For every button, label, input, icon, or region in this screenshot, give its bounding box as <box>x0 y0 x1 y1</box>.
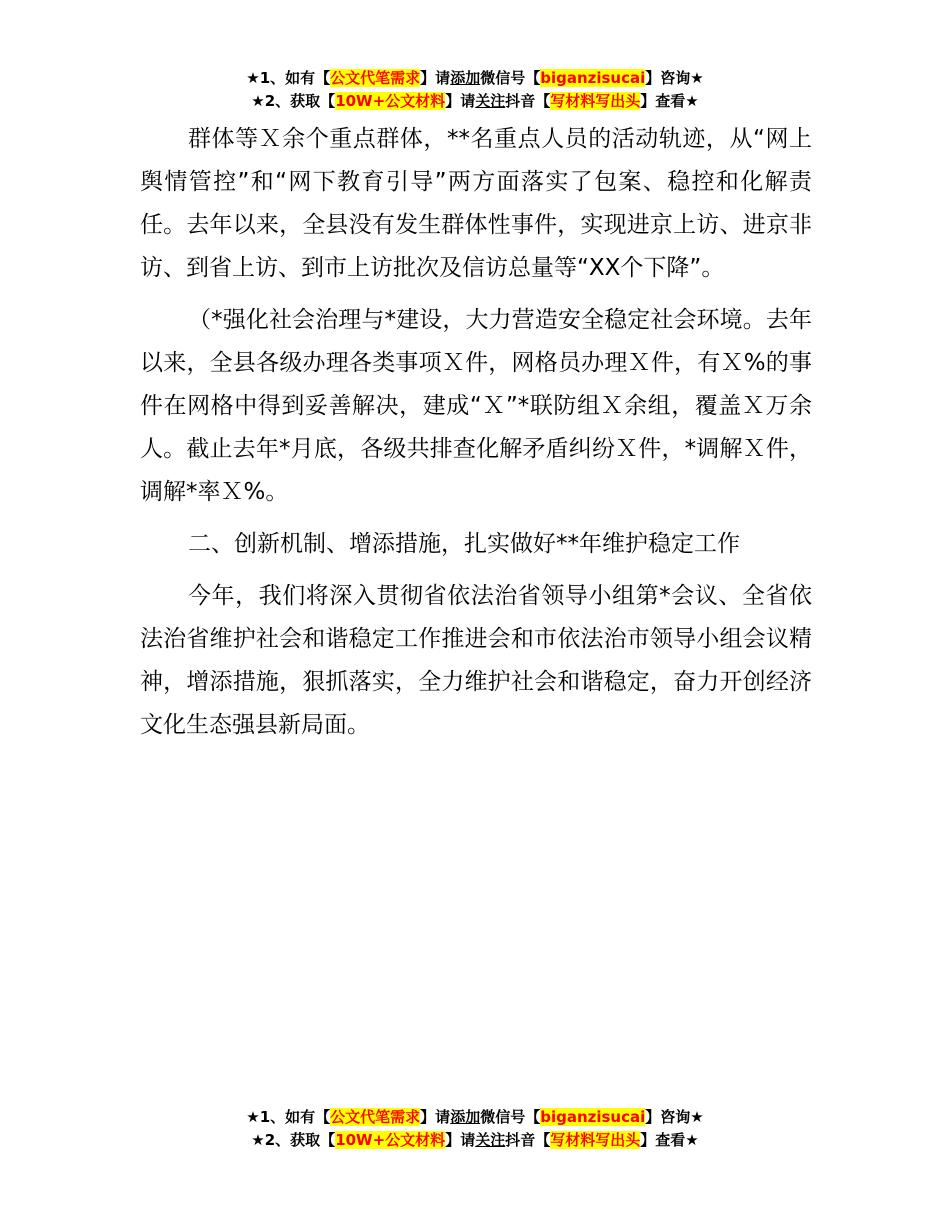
footer-banner <box>0 1106 950 1152</box>
banner-text: 】请 <box>420 1108 451 1126</box>
highlight-douyin-account: 写材料写出头 <box>550 1131 641 1149</box>
banner-line-2 <box>0 90 950 113</box>
underlined-add: 添加 <box>450 69 481 87</box>
banner-text: 抖音【 <box>505 92 551 110</box>
banner-text: ★2、获取【 <box>251 92 336 110</box>
banner-text: ★1、如有【 <box>246 69 331 87</box>
underlined-follow: 关注 <box>475 92 506 110</box>
underlined-add: 添加 <box>450 1108 481 1126</box>
banner-text: 】查看★ <box>640 92 699 110</box>
underlined-follow: 关注 <box>475 1131 506 1149</box>
header-banner <box>0 67 950 113</box>
document-body <box>140 118 812 747</box>
banner-text: 抖音【 <box>505 1131 551 1149</box>
banner-text: 】咨询★ <box>645 1108 704 1126</box>
banner-text: 】咨询★ <box>645 69 704 87</box>
section-heading: 二、创新机制、增添措施，扎实做好**年维护稳定工作 <box>188 531 740 557</box>
highlight-douyin-account: 写材料写出头 <box>550 92 641 110</box>
paragraph-1: 群体等Ｘ余个重点群体，**名重点人员的活动轨迹，从“网上舆情管控”和“网下教育引导”两方面落实了包案、稳控和化解责任。去年以来，全县没有发生群体性事件，实现进京上访、进京非访、到省上访、到市上访批次及信访总量等“XX个下降”。 <box>140 126 812 281</box>
highlight-materials: 10W+公文材料 <box>335 92 446 110</box>
highlight-materials: 10W+公文材料 <box>335 1131 446 1149</box>
banner-text: 微信号【 <box>480 69 541 87</box>
banner-text: 】请 <box>445 1131 476 1149</box>
banner-text: 】请 <box>420 69 451 87</box>
banner-line-1 <box>0 67 950 90</box>
highlight-wechat-id: biganzisucai <box>540 69 646 87</box>
highlight-ghostwriting: 公文代笔需求 <box>330 1108 421 1126</box>
banner-text: 】请 <box>445 92 476 110</box>
banner-line-1 <box>0 1106 950 1129</box>
paragraph-2: （*强化社会治理与*建设，大力营造安全稳定社会环境。去年以来，全县各级办理各类事项Ｘ件，网格员办理Ｘ件，有Ｘ%的事件在网格中得到妥善解决，建成“Ｘ”*联防组Ｘ余组，覆盖Ｘ万余人。截止去年*月底，各级共排查化解矛盾纠纷Ｘ件，*调解Ｘ件，调解*率Ｘ%。 <box>140 307 812 505</box>
banner-text: 】查看★ <box>640 1131 699 1149</box>
banner-text: 微信号【 <box>480 1108 541 1126</box>
highlight-ghostwriting: 公文代笔需求 <box>330 69 421 87</box>
highlight-wechat-id: biganzisucai <box>540 1108 646 1126</box>
banner-text: ★2、获取【 <box>251 1131 336 1149</box>
paragraph-3: 今年，我们将深入贯彻省依法治省领导小组第*会议、全省依法治省维护社会和谐稳定工作推进会和市依法治市领导小组会议精神，增添措施，狠抓落实，全力维护社会和谐稳定，奋力开创经济文化生态强县新局面。 <box>140 583 812 738</box>
banner-line-2 <box>0 1129 950 1152</box>
banner-text: ★1、如有【 <box>246 1108 331 1126</box>
